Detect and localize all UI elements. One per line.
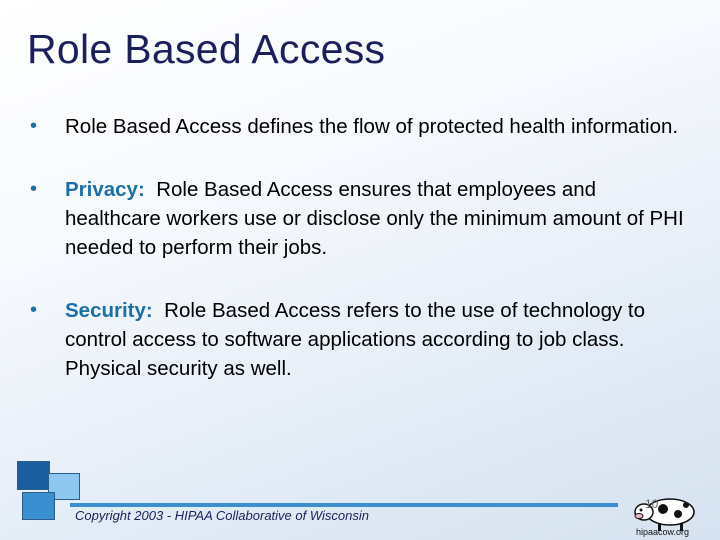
copyright-text: Copyright 2003 - HIPAA Collaborative of Wisconsin	[75, 508, 369, 523]
bullet-keyword: Security:	[65, 299, 153, 322]
bullet-keyword: Privacy:	[65, 178, 145, 201]
slide-title: Role Based Access	[27, 26, 386, 72]
bullet-item	[30, 296, 690, 383]
bullet-dot-icon: •	[30, 115, 38, 137]
bullet-item	[30, 112, 690, 141]
page-number: 10	[645, 497, 659, 511]
decorative-square	[22, 492, 55, 520]
bullet-dot-icon: •	[30, 299, 38, 321]
bullet-item	[30, 175, 690, 262]
footer-divider	[70, 503, 618, 507]
decorative-square	[17, 461, 50, 490]
cow-logo-icon	[630, 490, 700, 532]
bullet-list	[30, 112, 690, 417]
logo-url-text: hipaacow.org	[636, 527, 690, 537]
bullet-text: Role Based Access refers to the use of technology to control access to software applications according to job class. Physical security as well.	[65, 299, 646, 380]
bullet-text: Role Based Access defines the flow of protected health information.	[65, 115, 679, 138]
bullet-dot-icon: •	[30, 178, 38, 200]
bullet-text: Role Based Access ensures that employees and healthcare workers use or disclose only the minimum amount of PHI needed to perform their jobs.	[65, 178, 684, 259]
